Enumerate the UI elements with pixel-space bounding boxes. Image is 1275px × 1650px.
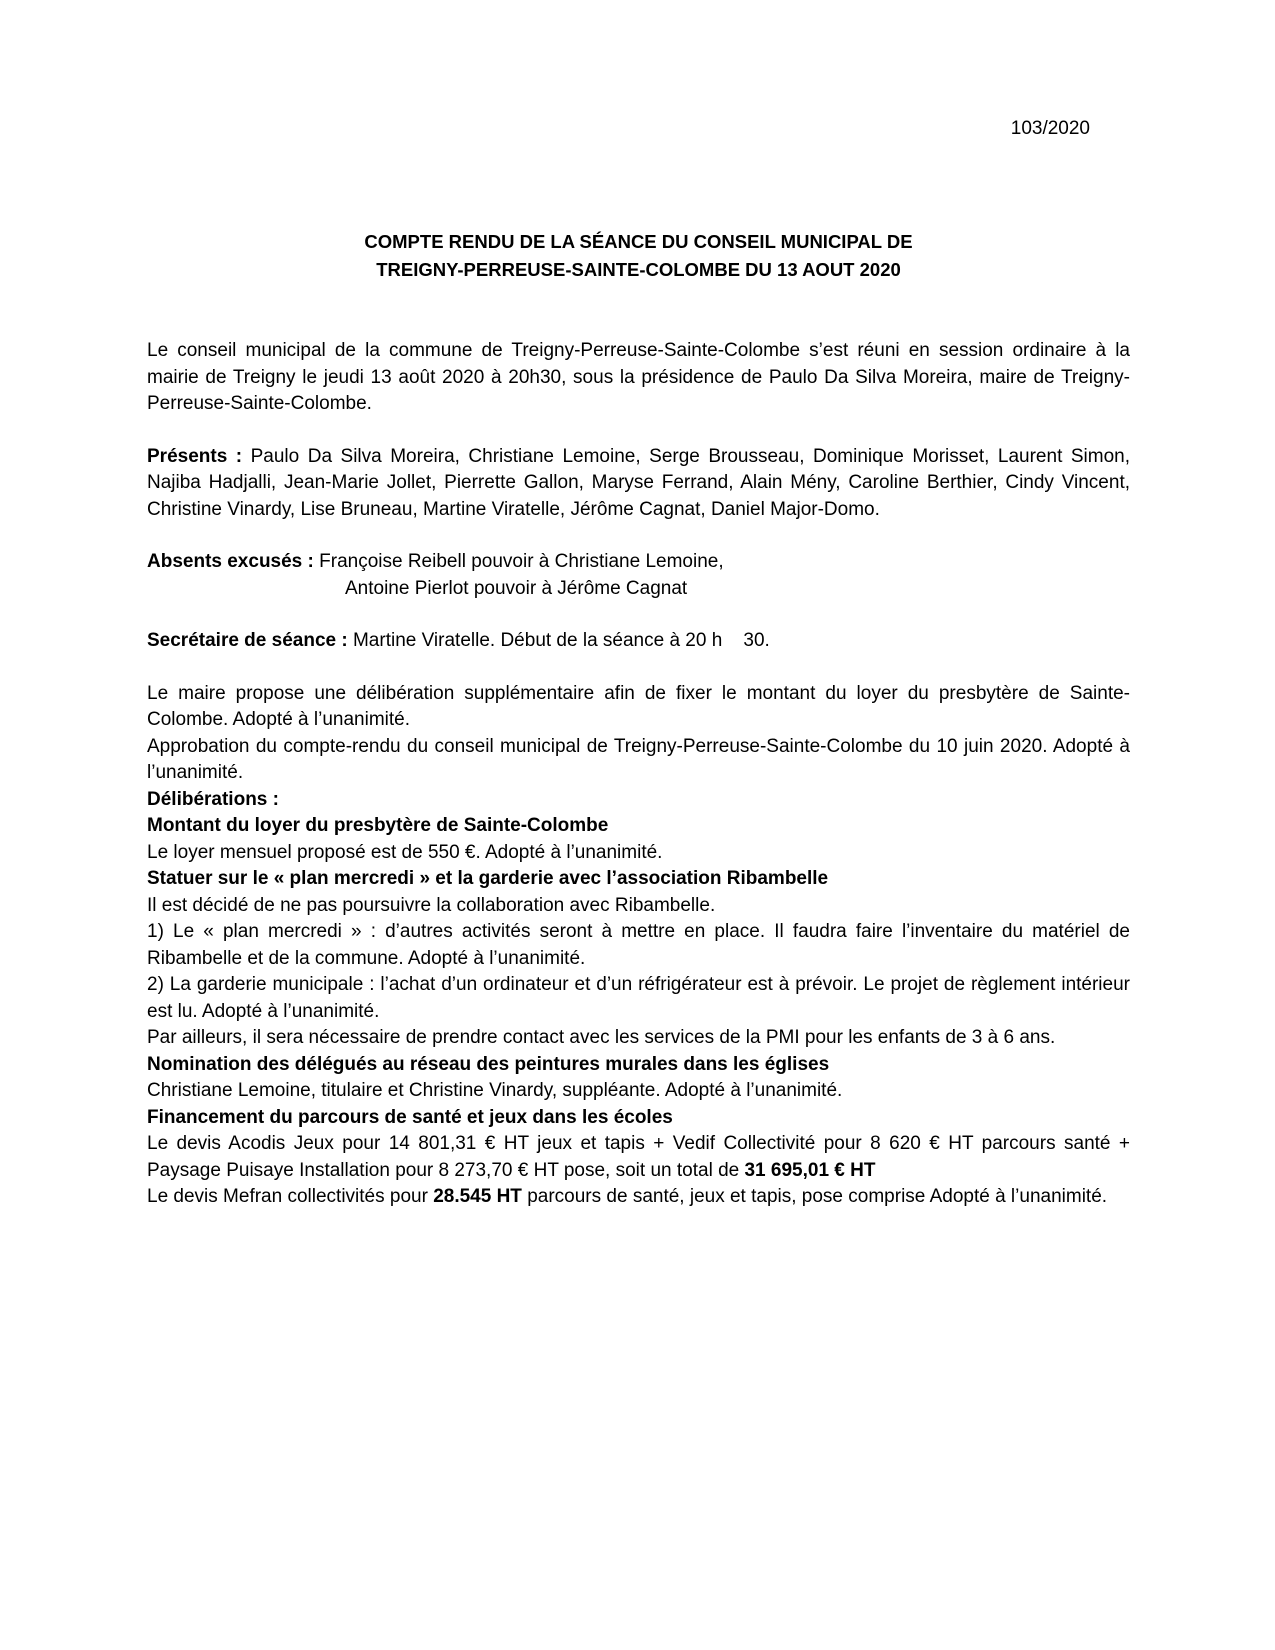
loyer-text: Le loyer mensuel proposé est de 550 €. Adopté à l’unanimité.	[147, 841, 663, 863]
financement-devis-2	[147, 1184, 1130, 1211]
secretaire-label: Secrétaire de séance :	[147, 630, 348, 651]
presents-paragraph	[147, 444, 1130, 524]
absents-paragraph	[147, 549, 1130, 576]
deliberations-heading: Délibérations :	[147, 788, 279, 810]
financement-devis-1	[147, 1131, 1130, 1184]
nomination-heading: Nomination des délégués au réseau des peintures murales dans les églises	[147, 1053, 830, 1075]
presents-list: Paulo Da Silva Moreira, Christiane Lemoine, Serge Brousseau, Dominique Morisset, Laurent Simon, Najiba Hadjalli, Jean-Marie Jollet, Pierrette Gallon, Maryse Ferrand, Alain Mény, Caroline Berthier, Cindy Vincent, Christine Vinardy, Lise Bruneau, Martine Viratelle, Jérôme Cagnat, Daniel Major-Domo.	[147, 445, 1130, 520]
mercredi-point-2: 2) La garderie municipale : l’achat d’un ordinateur et d’un réfrigérateur est à prévoir. Le projet de règlement intérieur est lu. Adopté à l’unanimité.	[147, 974, 1130, 1022]
mercredi-point-3: Par ailleurs, il sera nécessaire de prendre contact avec les services de la PMI pour les enfants de 3 à 6 ans.	[147, 1027, 1056, 1048]
proposal-paragraph-2: Approbation du compte-rendu du conseil municipal de Treigny-Perreuse-Sainte-Colombe du 10 juin 2020. Adopté à l’unanimité.	[147, 735, 1130, 783]
mercredi-line-1: Il est décidé de ne pas poursuivre la collaboration avec Ribambelle.	[147, 894, 716, 916]
title-line-2: TREIGNY-PERREUSE-SAINTE-COLOMBE DU 13 AOUT 2020	[376, 259, 901, 280]
document-title	[147, 228, 1130, 284]
devis-2-amount: 28.545 HT	[433, 1186, 522, 1207]
title-line-1: COMPTE RENDU DE LA SÉANCE DU CONSEIL MUNICIPAL DE	[364, 231, 913, 252]
proposal-paragraph-1: Le maire propose une délibération supplémentaire afin de fixer le montant du loyer du presbytère de Sainte-Colombe. Adopté à l’unanimité.	[147, 682, 1130, 730]
devis-2-post: parcours de santé, jeux et tapis, pose comprise Adopté à l’unanimité.	[521, 1186, 1108, 1207]
absents-line-2: Antoine Pierlot pouvoir à Jérôme Cagnat	[345, 577, 688, 599]
presents-label: Présents :	[147, 445, 243, 467]
intro-paragraph: Le conseil municipal de la commune de Treigny-Perreuse-Sainte-Colombe s’est réuni en session ordinaire à la mairie de Treigny le jeudi 13 août 2020 à 20h30, sous la présidence de Paulo Da Silva Moreira, maire de Treigny-Perreuse-Sainte-Colombe.	[147, 340, 1130, 414]
nomination-text: Christiane Lemoine, titulaire et Christine Vinardy, suppléante. Adopté à l’unanimité.	[147, 1080, 843, 1101]
document-body	[147, 338, 1130, 1211]
absents-line-1: Françoise Reibell pouvoir à Christiane Lemoine,	[313, 551, 724, 572]
mercredi-point-1: 1) Le « plan mercredi » : d’autres activités seront à mettre en place. Il faudra faire l’inventaire du matériel de Ribambelle et de la commune. Adopté à l’unanimité.	[147, 921, 1130, 969]
loyer-heading: Montant du loyer du presbytère de Sainte-Colombe	[147, 815, 609, 836]
secretaire-paragraph	[147, 628, 1130, 655]
financement-heading: Financement du parcours de santé et jeux dans les écoles	[147, 1106, 673, 1128]
devis-2-pre: Le devis Mefran collectivités pour	[147, 1186, 434, 1207]
devis-1-total: 31 695,01 € HT	[744, 1159, 876, 1181]
reference-number: 103/2020	[1010, 118, 1090, 139]
mercredi-heading: Statuer sur le « plan mercredi » et la garderie avec l’association Ribambelle	[147, 868, 829, 889]
absents-label: Absents excusés :	[147, 551, 314, 572]
devis-1-text: Le devis Acodis Jeux pour 14 801,31 € HT jeux et tapis + Vedif Collectivité pour 8 620 € HT parcours santé + Paysage Puisaye Installation pour 8 273,70 € HT pose, soit un total de	[147, 1133, 1130, 1181]
secretaire-text: Martine Viratelle. Début de la séance à 20 h 30.	[347, 630, 770, 651]
